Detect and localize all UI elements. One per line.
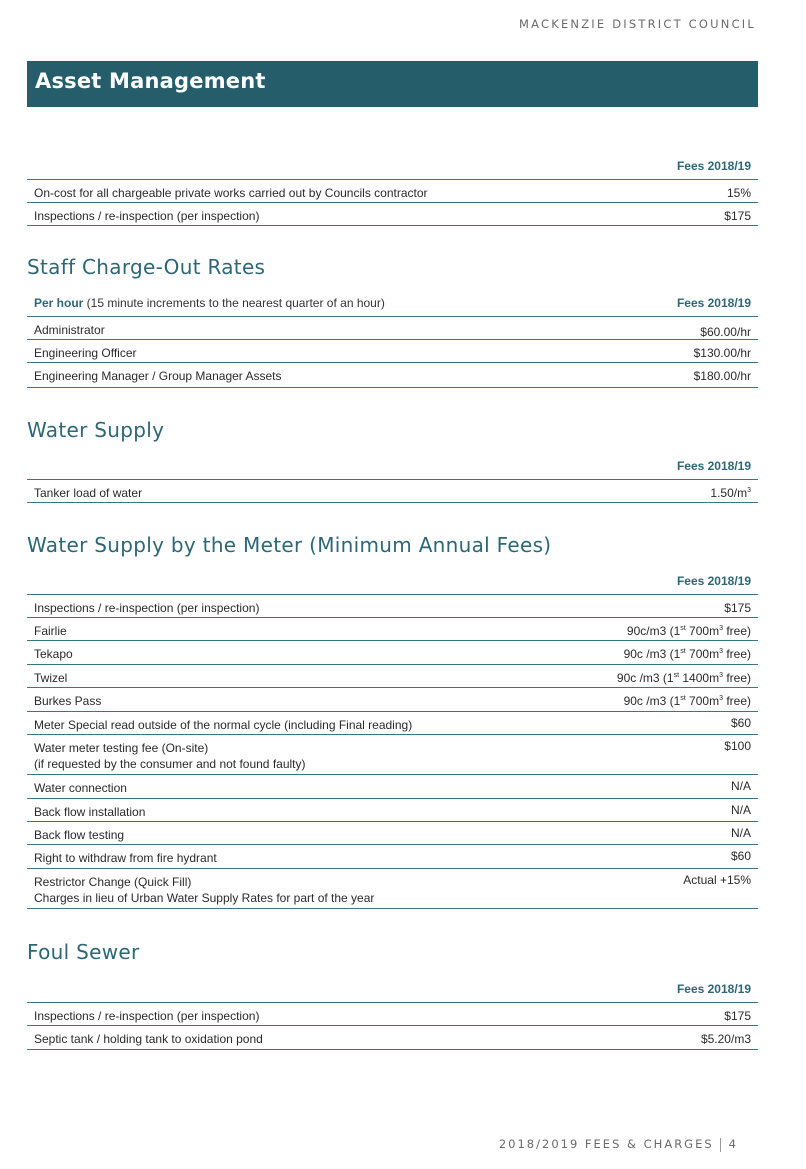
row-fee: [710, 485, 751, 501]
table-row: [27, 1003, 758, 1026]
row-label-note: Charges in lieu of Urban Water Supply Rates for part of the year: [34, 891, 375, 905]
row-fee: N/A: [730, 826, 751, 840]
row-fee: $180.00/hr: [693, 369, 751, 383]
table-row: [27, 641, 758, 665]
staff-rates-table: [27, 292, 758, 388]
table-row: [27, 1026, 758, 1050]
row-fee: [624, 693, 751, 709]
asset-fees-table: [27, 155, 758, 226]
table-header: [27, 455, 758, 480]
row-fee: $60: [730, 716, 751, 730]
table-row: [27, 712, 758, 735]
row-label: Tekapo: [34, 647, 73, 661]
per-hour-note: (15 minute increments to the nearest quarter of an hour): [83, 296, 385, 310]
fee-part: 90c /m3 (1: [623, 694, 681, 708]
fee-part: 1400m: [679, 671, 720, 685]
row-fee: $100: [724, 739, 751, 753]
table-row: [27, 775, 758, 799]
organization-name: MACKENZIE DISTRICT COUNCIL: [518, 17, 756, 31]
row-fee: $175: [724, 1009, 751, 1023]
table-row: [27, 203, 758, 226]
fee-superscript: 3: [719, 625, 723, 632]
section-title-staff: Staff Charge-Out Rates: [27, 255, 266, 279]
per-hour-header: [34, 296, 385, 310]
row-fee: [617, 670, 751, 686]
footer-divider: [720, 1138, 721, 1152]
fees-column-header: Fees 2018/19: [676, 296, 751, 310]
table-header: [27, 292, 758, 317]
fee-part: 90c /m3 (1: [623, 647, 681, 661]
fee-part: 700m: [685, 624, 720, 638]
fee-part: 700m: [685, 647, 720, 661]
row-label-line: Water meter testing fee (On-site): [34, 741, 209, 755]
row-label: Administrator: [34, 323, 105, 337]
fee-superscript: 3: [719, 648, 723, 655]
table-row: [27, 180, 758, 203]
row-fee: $5.20/m3: [700, 1032, 751, 1046]
row-label: Back flow testing: [34, 828, 125, 842]
table-row: [27, 688, 758, 712]
fee-superscript: st: [673, 672, 680, 679]
row-label: Fairlie: [34, 624, 67, 638]
fee-superscript: 3: [719, 695, 723, 702]
water-meter-table: [27, 570, 758, 909]
fee-superscript: st: [680, 695, 686, 702]
row-label: Engineering Officer: [34, 346, 137, 360]
row-label: Tanker load of water: [34, 486, 143, 500]
row-fee: $60: [730, 849, 751, 863]
row-fee: 15%: [726, 186, 751, 200]
section-title-water: Water Supply: [27, 418, 165, 442]
table-row: [27, 480, 758, 503]
per-hour-label: Per hour: [34, 296, 84, 310]
row-label-note: (if requested by the consumer and not found faulty): [34, 757, 306, 771]
row-fee: $130.00/hr: [693, 346, 751, 360]
table-row: [27, 665, 758, 688]
row-label: [34, 740, 306, 772]
fee-part: free): [722, 694, 751, 708]
footer-text: 2018/2019 FEES & CHARGES: [498, 1137, 714, 1151]
fee-superscript: st: [680, 648, 686, 655]
fee-part: 90c /m3 (1: [616, 671, 674, 685]
water-supply-table: [27, 455, 758, 503]
fees-column-header: Fees 2018/19: [676, 459, 751, 473]
row-label: On-cost for all chargeable private works carried out by Councils contractor: [34, 186, 428, 200]
table-row: [27, 799, 758, 822]
page-banner: [27, 61, 758, 107]
fee-superscript: 3: [719, 672, 723, 679]
table-row: [27, 340, 758, 363]
row-label: Back flow installation: [34, 805, 146, 819]
table-row: [27, 845, 758, 869]
row-fee: $175: [724, 209, 751, 223]
section-title-sewer: Foul Sewer: [27, 940, 140, 964]
row-fee: [624, 646, 751, 662]
fees-column-header: Fees 2018/19: [676, 574, 751, 588]
row-label: Inspections / re-inspection (per inspection): [34, 1009, 260, 1023]
table-row: [27, 363, 758, 388]
fee-superscript: st: [680, 625, 686, 632]
row-fee: Actual +15%: [683, 873, 751, 887]
row-label: [34, 874, 374, 906]
table-row: [27, 869, 758, 909]
row-label: Water connection: [34, 781, 127, 795]
table-row: [27, 735, 758, 775]
table-row: [27, 317, 758, 340]
row-label: Inspections / re-inspection (per inspection): [34, 209, 260, 223]
table-header: [27, 155, 758, 180]
row-label: Septic tank / holding tank to oxidation pond: [34, 1032, 263, 1046]
row-label: Twizel: [34, 671, 68, 685]
fee-part: 90c/m3 (1: [626, 624, 681, 638]
row-label: Inspections / re-inspection (per inspection): [34, 601, 260, 615]
fee-superscript: 3: [747, 487, 751, 494]
row-label-line: Restrictor Change (Quick Fill): [34, 875, 192, 889]
row-label: Right to withdraw from fire hydrant: [34, 851, 217, 865]
row-label: Engineering Manager / Group Manager Assets: [34, 369, 282, 383]
row-fee: N/A: [730, 803, 751, 817]
fees-column-header: Fees 2018/19: [676, 982, 751, 996]
table-header: [27, 570, 758, 595]
row-fee: N/A: [730, 779, 751, 793]
page-footer: [499, 1137, 738, 1152]
table-header: [27, 978, 758, 1003]
row-fee: $60.00/hr: [700, 325, 751, 339]
fee-value: 1.50/m: [710, 486, 748, 500]
row-label: Burkes Pass: [34, 694, 102, 708]
fee-part: free): [722, 671, 751, 685]
foul-sewer-table: [27, 978, 758, 1050]
table-row: [27, 822, 758, 845]
table-row: [27, 595, 758, 618]
banner-title: Asset Management: [35, 69, 266, 93]
section-title-meter: Water Supply by the Meter (Minimum Annual Fees): [27, 533, 552, 557]
row-label: Meter Special read outside of the normal cycle (including Final reading): [34, 718, 413, 732]
fee-part: 700m: [685, 694, 720, 708]
row-fee: $175: [724, 601, 751, 615]
table-row: [27, 618, 758, 641]
fee-part: free): [722, 624, 751, 638]
page-number: 4: [728, 1137, 738, 1151]
row-fee: [627, 623, 751, 639]
fee-part: free): [722, 647, 751, 661]
fees-column-header: Fees 2018/19: [676, 159, 751, 173]
